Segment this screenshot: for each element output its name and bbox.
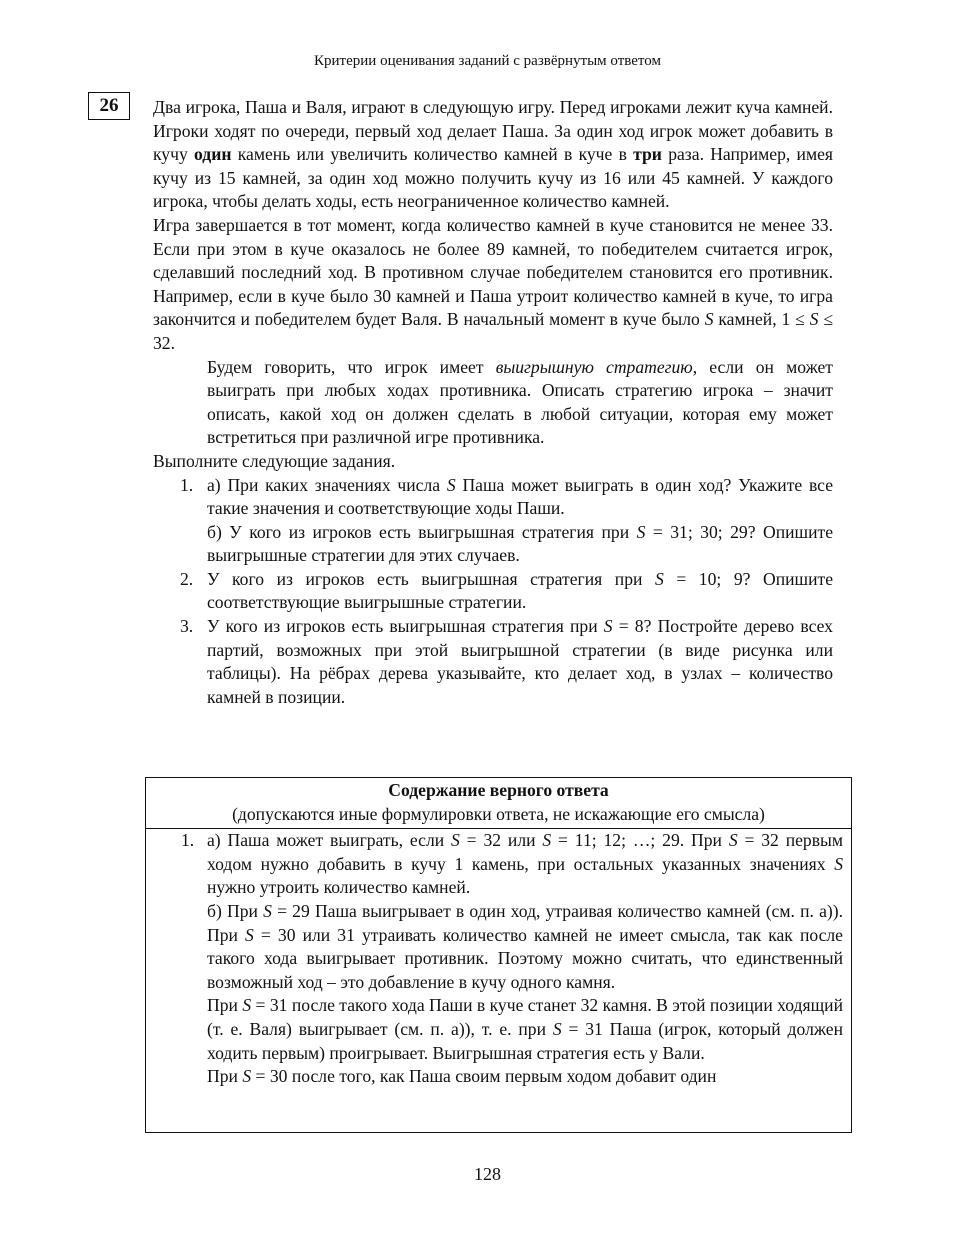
task-number-box: 26 — [88, 92, 130, 120]
task-paragraph-strategy-definition: Будем говорить, что игрок имеет выигрышную стратегию, если он может выиграть при любых ходах противника. Описать стратегию игрока – значит описать, какой ход он должен сделать в любой ситуации, которая ему может встретиться при различной игре противника. — [207, 356, 833, 448]
answer-item-number: 1. — [181, 830, 195, 851]
answer-title: Содержание верного ответа — [388, 780, 609, 800]
answer-paragraph-1a: а) Паша может выиграть, если S = 32 или S = 11; 12; …; 29. При S = 32 первым ходом нужно добавить в кучу 1 камень, при остальных указанных значениях S нужно утроить количество камней. — [207, 830, 843, 898]
page-header: Критерии оценивания заданий с развёрнутым ответом — [314, 53, 661, 69]
page-number: 128 — [474, 1164, 501, 1184]
task-paragraph-instructions: Выполните следующие задания. — [153, 450, 396, 471]
answer-paragraph-s30: При S = 30 после того, как Паша своим первым ходом добавит один — [207, 1066, 717, 1087]
answer-paragraph-1b: б) При S = 29 Паша выигрывает в один ход, утраивая количество камней (см. п. а)). При S = 30 или 31 утраивать количество камней не имеет смысла, так как после такого хода выигрывает противник. Поэтому можно считать, что единственный возможный ход – это добавление в кучу одного камня. — [207, 900, 843, 992]
task-text — [153, 96, 833, 709]
answer-subtitle: (допускаются иные формулировки ответа, не искажающие его смысла) — [232, 803, 765, 824]
answer-table-header — [146, 778, 851, 829]
question-item-2: 2. У кого из игроков есть выигрышная стратегия при S = 10; 9? Опишите соответствующие выигрышные стратегии. — [180, 568, 833, 613]
question-item-3: 3. У кого из игроков есть выигрышная стратегия при S = 8? Постройте дерево всех партий, возможных при этой выигрышной стратегии (в виде рисунка или таблицы). На рёбрах дерева указывайте, кто делает ход, в узлах – количество камней в позиции. — [180, 616, 833, 707]
answer-paragraph-s31: При S = 31 после такого хода Паши в куче станет 32 камня. В этой позиции ходящий (т. е. Валя) выигрывает (см. п. а)), т. е. при S = 31 Паша (игрок, который должен ходить первым) проигрывает. Выигрышная стратегия есть у Вали. — [207, 995, 843, 1063]
question-list — [153, 474, 833, 710]
task-paragraph-rules: Два игрока, Паша и Валя, играют в следующую игру. Перед игроками лежит куча камней. Игроки ходят по очереди, первый ход делает Паша. За один ход игрок может добавить в кучу один камень или увеличить количество камней в куче в три раза. Например, имея кучу из 15 камней, за один ход можно получить кучу из 16 или 45 камней. У каждого игрока, чтобы делать ходы, есть неограниченное количество камней. — [153, 97, 833, 212]
answer-table — [145, 777, 852, 1133]
question-item-1: 1. а) При каких значениях числа S Паша может выиграть в один ход? Укажите все такие значения и соответствующие ходы Паши. б) У кого из игроков есть выигрышная стратегия при S = 31; 30; 29? Опишите выигрышные стратегии для этих случаев. — [180, 474, 834, 566]
task-paragraph-end-condition: Игра завершается в тот момент, когда количество камней в куче становится не менее 33. Если при этом в куче оказалось не более 89 камней, то победителем считается игрок, сделавший последний ход. В противном случае победителем становится его противник. Например, если в куче было 30 камней и Паша утроит количество камней в куче, то игра закончится и победителем будет Валя. В начальный момент в куче было S камней, 1 ≤ S ≤ 32. — [153, 214, 833, 353]
answer-table-body — [146, 829, 851, 1089]
